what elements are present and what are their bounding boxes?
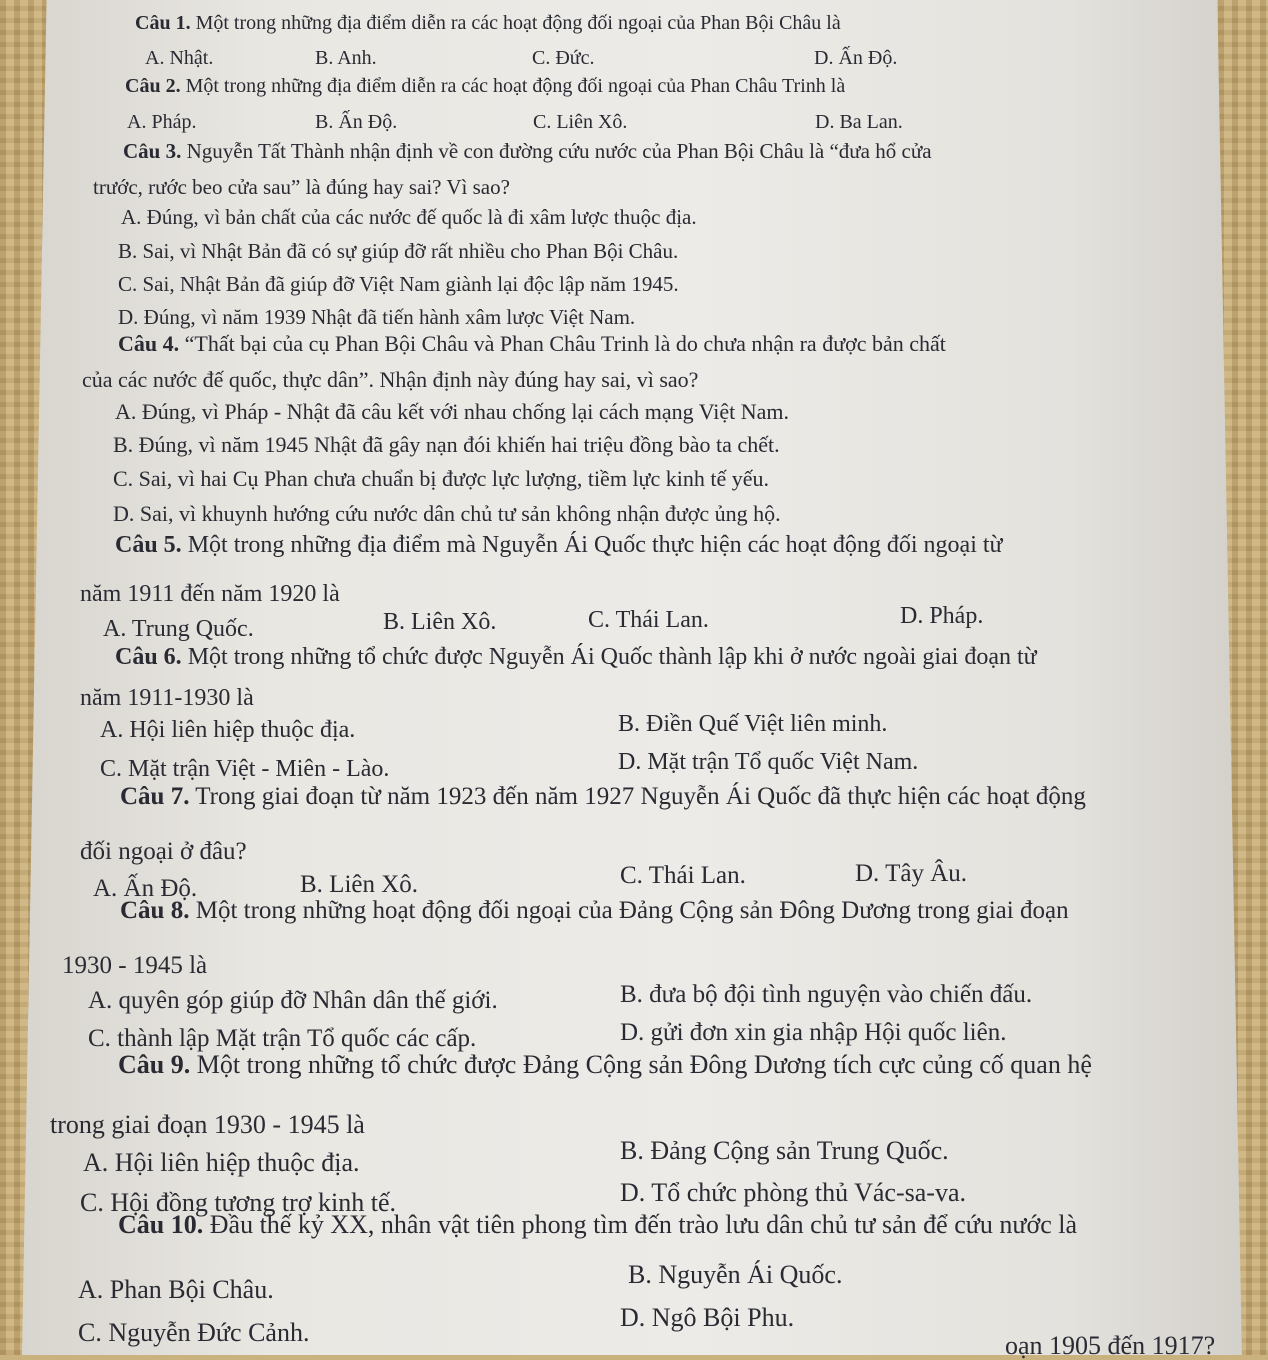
question-7-stem-line-2: đối ngoại ở đâu?: [80, 838, 247, 865]
question-6-option-d[interactable]: D. Mặt trận Tổ quốc Việt Nam.: [618, 749, 919, 775]
question-5-stem-text: Một trong những địa điểm mà Nguyễn Ái Quốc thực hiện các hoạt động đối ngoại từ: [181, 532, 1003, 558]
question-5-stem-line-1: [115, 533, 1003, 557]
question-4-stem-line-1: [118, 333, 946, 355]
question-10-option-b[interactable]: B. Nguyễn Ái Quốc.: [628, 1260, 843, 1289]
question-5-option-d[interactable]: D. Pháp.: [900, 603, 984, 629]
question-9-option-b[interactable]: B. Đảng Cộng sản Trung Quốc.: [620, 1136, 949, 1165]
question-2-option-b[interactable]: B. Ấn Độ.: [315, 111, 398, 133]
question-4-option-b[interactable]: B. Đúng, vì năm 1945 Nhật đã gây nạn đói khiến hai triệu đồng bào ta chết.: [113, 432, 780, 457]
question-9-stem-line-2: trong giai đoạn 1930 - 1945 là: [50, 1110, 365, 1139]
question-7-stem-text: Trong giai đoạn từ năm 1923 đến năm 1927 Nguyễn Ái Quốc đã thực hiện các hoạt động: [189, 783, 1086, 810]
question-4-option-a[interactable]: A. Đúng, vì Pháp - Nhật đã câu kết với nhau chống lại cách mạng Việt Nam.: [115, 399, 790, 424]
question-10-option-d[interactable]: D. Ngô Bội Phu.: [620, 1303, 795, 1332]
cut-off-bottom-line: oạn 1905 đến 1917?: [1005, 1331, 1216, 1360]
question-10-option-a[interactable]: A. Phan Bội Châu.: [78, 1275, 274, 1304]
question-8-stem-text: Một trong những hoạt động đối ngoại của Đảng Cộng sản Đông Dương trong giai đoạn: [189, 897, 1069, 924]
question-8-option-a[interactable]: A. quyên góp giúp đỡ Nhân dân thế giới.: [88, 987, 498, 1014]
question-9-stem-line-1: [118, 1052, 1092, 1078]
question-1-stem-line-1: [135, 13, 841, 33]
question-7-option-d[interactable]: D. Tây Âu.: [855, 860, 968, 887]
question-7-stem-line-1: [120, 784, 1086, 809]
question-9-option-c[interactable]: C. Hội đồng tương trợ kinh tế.: [80, 1188, 397, 1217]
question-2-option-a[interactable]: A. Pháp.: [127, 111, 197, 133]
question-10-stem-line-1: [118, 1212, 1077, 1238]
question-6-stem-text: Một trong những tổ chức được Nguyễn Ái Quốc thành lập khi ở nước ngoài giai đoạn từ: [181, 644, 1037, 670]
question-5-stem-line-2: năm 1911 đến năm 1920 là: [80, 581, 340, 607]
question-4-option-c[interactable]: C. Sai, vì hai Cụ Phan chưa chuẩn bị được lực lượng, tiềm lực kinh tế yếu.: [113, 466, 769, 491]
question-1-option-c[interactable]: C. Đức.: [532, 47, 595, 69]
question-9-stem-text: Một trong những tổ chức được Đảng Cộng sản Đông Dương tích cực củng cố quan hệ: [190, 1050, 1092, 1079]
question-4-option-d[interactable]: D. Sai, vì khuynh hướng cứu nước dân chủ tư sản không nhận được ủng hộ.: [113, 501, 781, 526]
question-3-option-d[interactable]: D. Đúng, vì năm 1939 Nhật đã tiến hành xâm lược Việt Nam.: [118, 305, 636, 329]
question-9-label: Câu 9.: [118, 1050, 191, 1079]
question-2-stem-text: Một trong những địa điểm diễn ra các hoạt động đối ngoại của Phan Châu Trinh là: [180, 75, 846, 97]
question-4-label: Câu 4.: [118, 331, 180, 356]
question-5-option-c[interactable]: C. Thái Lan.: [588, 607, 709, 633]
question-8-label: Câu 8.: [120, 897, 190, 924]
question-4-stem-line-2: của các nước đế quốc, thực dân”. Nhận định này đúng hay sai, vì sao?: [82, 367, 699, 392]
question-3-option-a[interactable]: A. Đúng, vì bản chất của các nước đế quốc là đi xâm lược thuộc địa.: [121, 205, 697, 229]
question-1-option-b[interactable]: B. Anh.: [315, 47, 377, 69]
question-3-stem-line-1: [123, 141, 932, 162]
question-6-stem-line-2: năm 1911-1930 là: [80, 685, 254, 711]
question-8-stem-line-2: 1930 - 1945 là: [62, 952, 208, 979]
question-6-option-c[interactable]: C. Mặt trận Việt - Miên - Lào.: [100, 756, 390, 782]
question-10-label: Câu 10.: [118, 1210, 204, 1239]
question-3-option-c[interactable]: C. Sai, Nhật Bản đã giúp đỡ Việt Nam giành lại độc lập năm 1945.: [118, 272, 679, 296]
question-3-stem-line-2: trước, rước beo cửa sau” là đúng hay sai? Vì sao?: [93, 175, 510, 199]
question-6-option-b[interactable]: B. Điền Quế Việt liên minh.: [618, 711, 888, 737]
question-7-option-b[interactable]: B. Liên Xô.: [300, 871, 419, 898]
question-6-label: Câu 6.: [115, 644, 182, 670]
question-1-option-d[interactable]: D. Ấn Độ.: [814, 47, 898, 69]
question-1-label: Câu 1.: [135, 12, 191, 34]
question-7-option-a[interactable]: A. Ấn Độ.: [93, 875, 198, 902]
question-2-option-d[interactable]: D. Ba Lan.: [815, 111, 903, 133]
question-9-option-a[interactable]: A. Hội liên hiệp thuộc địa.: [83, 1148, 360, 1177]
question-7-label: Câu 7.: [120, 783, 190, 810]
question-4-stem-text: “Thất bại của cụ Phan Bội Châu và Phan Châu Trinh là do chưa nhận ra được bản chất: [179, 331, 946, 356]
question-8-option-b[interactable]: B. đưa bộ đội tình nguyện vào chiến đấu.: [620, 981, 1033, 1008]
question-6-stem-line-1: [115, 645, 1037, 669]
question-5-option-a[interactable]: A. Trung Quốc.: [103, 616, 254, 642]
question-5-label: Câu 5.: [115, 532, 182, 558]
question-3-stem-text: Nguyễn Tất Thành nhận định về con đường cứu nước của Phan Bội Châu là “đưa hổ cửa: [181, 139, 932, 163]
question-9-option-d[interactable]: D. Tổ chức phòng thủ Vác-sa-va.: [620, 1178, 966, 1207]
question-2-stem-line-1: [125, 76, 845, 96]
question-2-label: Câu 2.: [125, 75, 181, 97]
question-3-option-b[interactable]: B. Sai, vì Nhật Bản đã có sự giúp đỡ rất nhiều cho Phan Bội Châu.: [118, 239, 679, 263]
question-8-option-d[interactable]: D. gửi đơn xin gia nhập Hội quốc liên.: [620, 1019, 1007, 1046]
question-7-option-c[interactable]: C. Thái Lan.: [620, 862, 746, 889]
question-3-label: Câu 3.: [123, 139, 182, 163]
question-1-option-a[interactable]: A. Nhật.: [145, 47, 214, 69]
question-10-option-c[interactable]: C. Nguyễn Đức Cảnh.: [78, 1318, 310, 1347]
question-8-stem-line-1: [120, 898, 1069, 923]
question-5-option-b[interactable]: B. Liên Xô.: [383, 609, 497, 635]
question-10-stem-text: Đầu thế kỷ XX, nhân vật tiên phong tìm đến trào lưu dân chủ tư sản để cứu nước là: [203, 1210, 1077, 1239]
question-8-option-c[interactable]: C. thành lập Mặt trận Tổ quốc các cấp.: [88, 1025, 477, 1052]
question-6-option-a[interactable]: A. Hội liên hiệp thuộc địa.: [100, 717, 356, 743]
question-2-option-c[interactable]: C. Liên Xô.: [533, 111, 628, 133]
question-1-stem-text: Một trong những địa điểm diễn ra các hoạt động đối ngoại của Phan Bội Châu là: [190, 12, 841, 34]
